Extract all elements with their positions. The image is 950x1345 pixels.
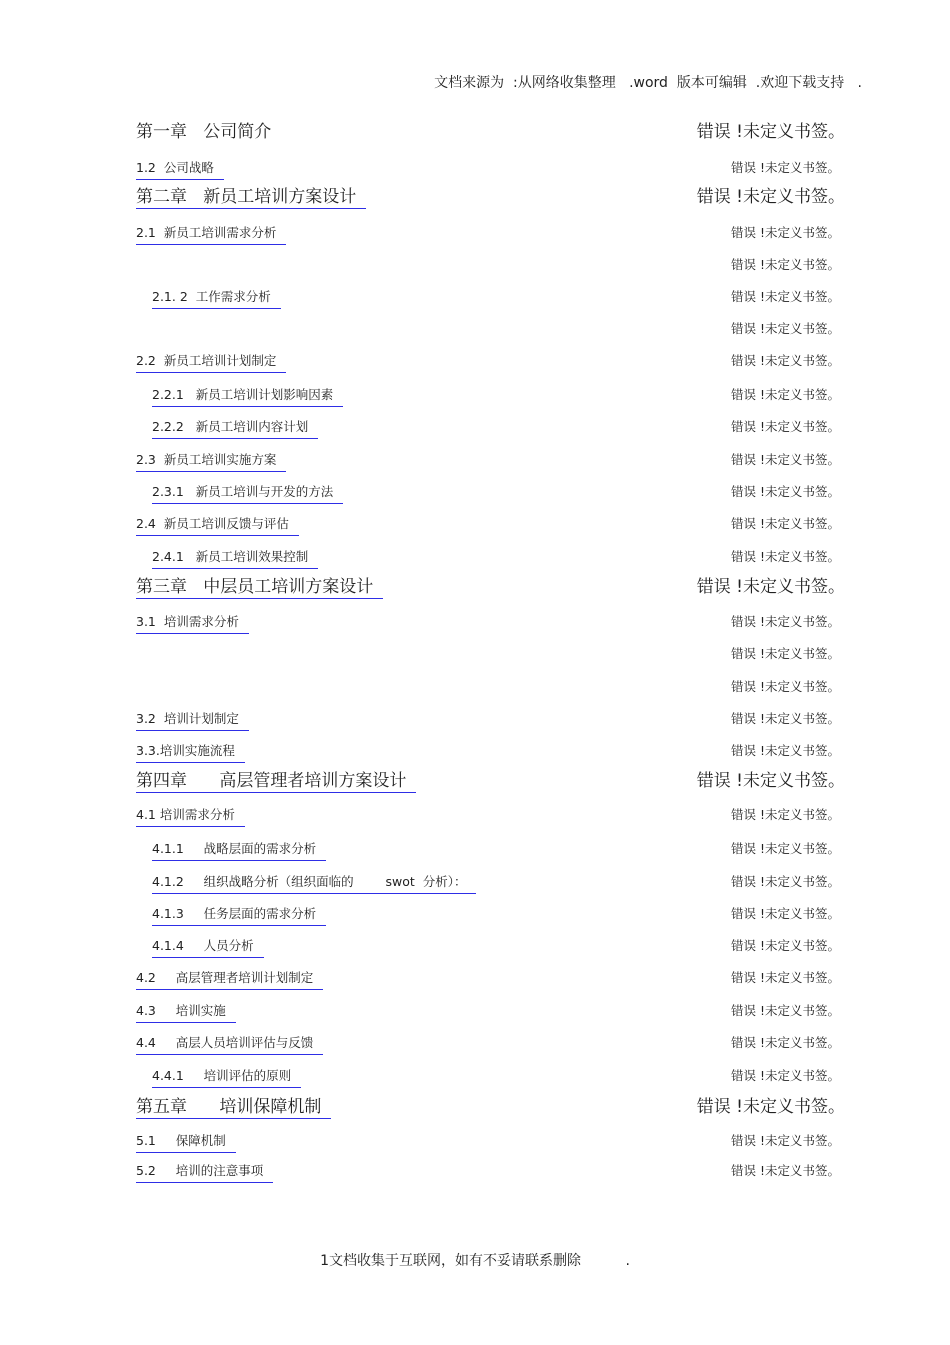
toc-entry-page-ref: 错误 !未定义书签。 (731, 289, 840, 304)
toc-entry-page-ref: 错误 !未定义书签。 (731, 906, 840, 921)
toc-entry[interactable] (0, 416, 950, 440)
toc-entry-title[interactable]: 2.4 新员工培训反馈与评估 (136, 513, 299, 536)
toc-entry-page-ref: 错误 !未定义书签。 (731, 1035, 840, 1050)
toc-entry-title[interactable]: 2.2.2 新员工培训内容计划 (152, 416, 318, 439)
toc-entry-title[interactable]: 1.2 公司战略 (136, 157, 224, 180)
toc-entry-title[interactable]: 4.2 高层管理者培训计划制定 (136, 967, 323, 990)
toc-entry[interactable] (0, 222, 950, 246)
toc-entry-page-ref: 错误 !未定义书签。 (731, 452, 840, 467)
toc-entry-page-ref: 错误 !未定义书签。 (731, 970, 840, 985)
toc-entry-page-ref: 错误 !未定义书签。 (731, 1068, 840, 1083)
toc-entry[interactable] (0, 935, 950, 959)
toc-entry-title[interactable]: 第四章 高层管理者培训方案设计 (136, 770, 416, 793)
toc-entry-page-ref: 错误 !未定义书签。 (731, 484, 840, 499)
page-footer: 1文档收集于互联网，如有不妥请联系删除 . (320, 1253, 630, 1269)
toc-entry[interactable] (0, 121, 950, 145)
toc-entry-page-ref: 错误 !未定义书签。 (731, 516, 840, 531)
toc-entry[interactable] (0, 611, 950, 635)
toc-entry-title[interactable]: 第一章 公司简介 (136, 122, 272, 142)
toc-entry-page-ref: 错误 !未定义书签。 (731, 743, 840, 758)
toc-entry-title[interactable]: 3.1 培训需求分析 (136, 611, 249, 634)
toc-entry-page-ref: 错误 !未定义书签。 (696, 577, 845, 597)
toc-entry-page-ref: 错误 !未定义书签。 (731, 874, 840, 889)
toc-entry[interactable] (0, 643, 950, 667)
toc-entry[interactable] (0, 770, 950, 794)
toc-entry[interactable] (0, 871, 950, 895)
toc-entry[interactable] (0, 1065, 950, 1089)
page-header: 文档来源为 :从网络收集整理 .word 版本可编辑 .欢迎下载支持 . (434, 75, 862, 91)
toc-entry[interactable] (0, 186, 950, 210)
toc-entry-page-ref: 错误 !未定义书签。 (731, 1163, 840, 1178)
toc-entry-title[interactable]: 4.1.2 组织战略分析（组织面临的 swot 分析）： (152, 871, 476, 894)
toc-entry-title[interactable]: 2.4.1 新员工培训效果控制 (152, 546, 318, 569)
toc-entry[interactable] (0, 157, 950, 181)
toc-entry[interactable] (0, 576, 950, 600)
toc-entry-page-ref: 错误 !未定义书签。 (731, 257, 840, 272)
toc-entry[interactable] (0, 481, 950, 505)
toc-entry-title[interactable]: 5.1 保障机制 (136, 1130, 236, 1153)
toc-entry-title[interactable]: 4.1.4 人员分析 (152, 935, 264, 958)
toc-entry[interactable] (0, 318, 950, 342)
toc-entry[interactable] (0, 1160, 950, 1184)
toc-entry-title[interactable]: 第三章 中层员工培训方案设计 (136, 576, 383, 599)
toc-entry-page-ref: 错误 !未定义书签。 (731, 225, 840, 240)
toc-entry-page-ref: 错误 !未定义书签。 (696, 122, 845, 142)
toc-entry[interactable] (0, 804, 950, 828)
toc-entry-title[interactable]: 2.3 新员工培训实施方案 (136, 449, 286, 472)
toc-entry-page-ref: 错误 !未定义书签。 (731, 387, 840, 402)
toc-entry[interactable] (0, 1096, 950, 1120)
toc-entry-page-ref: 错误 !未定义书签。 (696, 771, 845, 791)
toc-entry-title[interactable]: 4.1.3 任务层面的需求分析 (152, 903, 326, 926)
toc-entry-title[interactable]: 4.4 高层人员培训评估与反馈 (136, 1032, 323, 1055)
toc-entry-page-ref: 错误 !未定义书签。 (696, 1097, 845, 1117)
toc-entry[interactable] (0, 254, 950, 278)
toc-entry-page-ref: 错误 !未定义书签。 (731, 679, 840, 694)
toc-entry-page-ref: 错误 !未定义书签。 (731, 321, 840, 336)
toc-entry-title[interactable]: 2.1. 2 工作需求分析 (152, 286, 281, 309)
toc-entry-title[interactable]: 2.3.1 新员工培训与开发的方法 (152, 481, 343, 504)
toc-entry-page-ref: 错误 !未定义书签。 (731, 938, 840, 953)
toc-entry-title[interactable]: 2.2.1 新员工培训计划影响因素 (152, 384, 343, 407)
toc-entry[interactable] (0, 740, 950, 764)
toc-entry[interactable] (0, 384, 950, 408)
toc-entry[interactable] (0, 708, 950, 732)
toc-entry-page-ref: 错误 !未定义书签。 (731, 160, 840, 175)
toc-entry-title[interactable]: 第二章 新员工培训方案设计 (136, 186, 366, 209)
toc-entry-page-ref: 错误 !未定义书签。 (731, 807, 840, 822)
toc-entry-page-ref: 错误 !未定义书签。 (731, 1003, 840, 1018)
toc-entry[interactable] (0, 838, 950, 862)
toc-entry[interactable] (0, 449, 950, 473)
toc-entry-page-ref: 错误 !未定义书签。 (731, 1133, 840, 1148)
toc-entry-page-ref: 错误 !未定义书签。 (731, 841, 840, 856)
toc-entry[interactable] (0, 903, 950, 927)
toc-entry[interactable] (0, 513, 950, 537)
toc-entry-page-ref: 错误 !未定义书签。 (731, 646, 840, 661)
toc-entry[interactable] (0, 286, 950, 310)
toc-entry[interactable] (0, 676, 950, 700)
toc-entry-page-ref: 错误 !未定义书签。 (696, 187, 845, 207)
toc-entry-title[interactable]: 4.3 培训实施 (136, 1000, 236, 1023)
toc-entry-title[interactable]: 第五章 培训保障机制 (136, 1096, 331, 1119)
toc-entry-page-ref: 错误 !未定义书签。 (731, 711, 840, 726)
toc-entry-title[interactable]: 2.1 新员工培训需求分析 (136, 222, 286, 245)
toc-entry[interactable] (0, 350, 950, 374)
toc-entry-title[interactable]: 5.2 培训的注意事项 (136, 1160, 273, 1183)
toc-entry-page-ref: 错误 !未定义书签。 (731, 614, 840, 629)
toc-entry[interactable] (0, 1000, 950, 1024)
toc-entry-page-ref: 错误 !未定义书签。 (731, 353, 840, 368)
toc-entry-page-ref: 错误 !未定义书签。 (731, 419, 840, 434)
toc-entry[interactable] (0, 1130, 950, 1154)
toc-entry-title[interactable]: 3.3.培训实施流程 (136, 740, 245, 763)
toc-entry[interactable] (0, 546, 950, 570)
toc-entry-title[interactable]: 2.2 新员工培训计划制定 (136, 350, 286, 373)
toc-entry-title[interactable]: 4.4.1 培训评估的原则 (152, 1065, 301, 1088)
toc-entry-page-ref: 错误 !未定义书签。 (731, 549, 840, 564)
toc-entry[interactable] (0, 1032, 950, 1056)
toc-entry-title[interactable]: 4.1.1 战略层面的需求分析 (152, 838, 326, 861)
toc-entry[interactable] (0, 967, 950, 991)
toc-entry-title[interactable]: 4.1 培训需求分析 (136, 804, 245, 827)
toc-entry-title[interactable]: 3.2 培训计划制定 (136, 708, 249, 731)
